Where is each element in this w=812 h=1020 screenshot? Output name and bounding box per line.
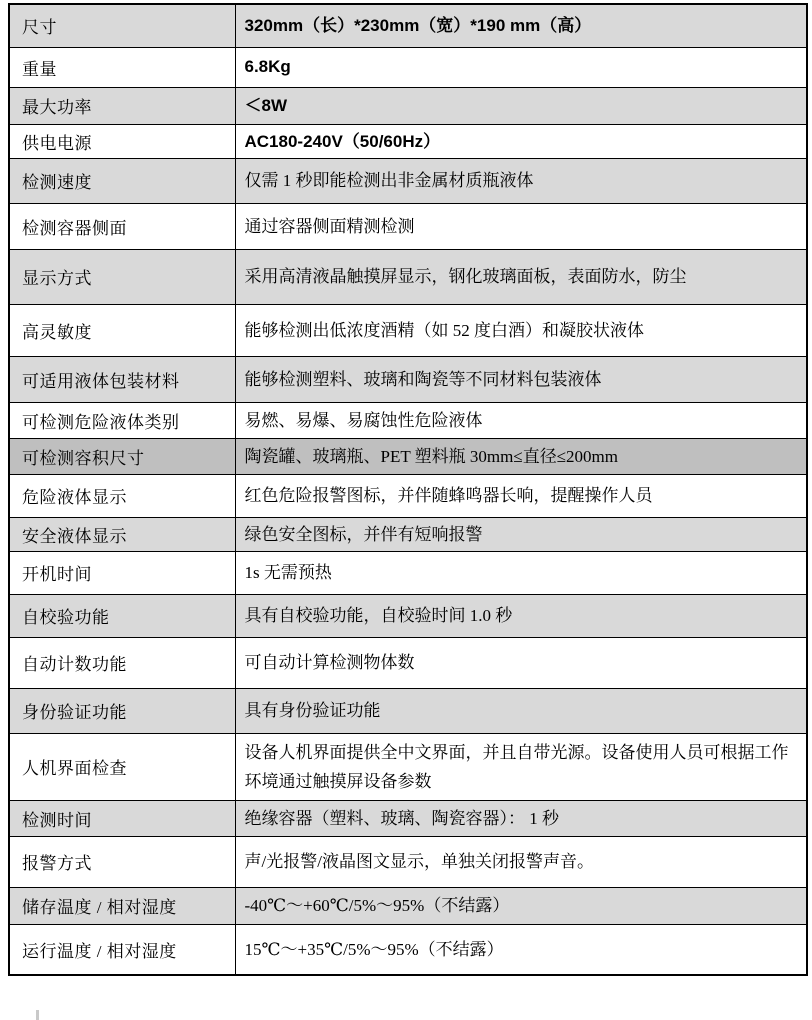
spec-label: 运行温度 / 相对湿度 bbox=[9, 924, 235, 975]
spec-label: 开机时间 bbox=[9, 551, 235, 594]
spec-value: AC180-240V（50/60Hz） bbox=[235, 124, 807, 158]
spec-table bbox=[8, 3, 808, 976]
table-row bbox=[9, 304, 807, 356]
spec-value: 陶瓷罐、玻璃瓶、PET 塑料瓶 30mm≤直径≤200mm bbox=[235, 438, 807, 474]
table-row bbox=[9, 203, 807, 249]
table-row bbox=[9, 438, 807, 474]
spec-label: 检测速度 bbox=[9, 158, 235, 203]
spec-label: 储存温度 / 相对湿度 bbox=[9, 887, 235, 924]
spec-value: 1s 无需预热 bbox=[235, 551, 807, 594]
table-row bbox=[9, 158, 807, 203]
spec-table-body bbox=[9, 4, 807, 975]
spec-label: 尺寸 bbox=[9, 4, 235, 47]
table-row bbox=[9, 836, 807, 887]
spec-label: 检测时间 bbox=[9, 800, 235, 836]
table-row bbox=[9, 800, 807, 836]
table-row bbox=[9, 887, 807, 924]
spec-label: 显示方式 bbox=[9, 249, 235, 304]
spec-value: 具有身份验证功能 bbox=[235, 688, 807, 733]
table-row bbox=[9, 594, 807, 637]
table-row bbox=[9, 551, 807, 594]
spec-value: 易燃、易爆、易腐蚀性危险液体 bbox=[235, 402, 807, 438]
page-artifact bbox=[36, 1010, 39, 1020]
spec-label: 安全液体显示 bbox=[9, 517, 235, 551]
table-row bbox=[9, 356, 807, 402]
spec-value: 采用高清液晶触摸屏显示，钢化玻璃面板，表面防水，防尘 bbox=[235, 249, 807, 304]
spec-label: 自校验功能 bbox=[9, 594, 235, 637]
table-row bbox=[9, 249, 807, 304]
spec-value: 声/光报警/液晶图文显示，单独关闭报警声音。 bbox=[235, 836, 807, 887]
table-row bbox=[9, 4, 807, 47]
spec-value: 能够检测塑料、玻璃和陶瓷等不同材料包装液体 bbox=[235, 356, 807, 402]
spec-value: -40℃～+60℃/5%～95%（不结露） bbox=[235, 887, 807, 924]
spec-value: 绝缘容器（塑料、玻璃、陶瓷容器）： 1 秒 bbox=[235, 800, 807, 836]
table-row bbox=[9, 688, 807, 733]
table-row bbox=[9, 733, 807, 800]
spec-label: 报警方式 bbox=[9, 836, 235, 887]
spec-label: 自动计数功能 bbox=[9, 637, 235, 688]
spec-value: 可自动计算检测物体数 bbox=[235, 637, 807, 688]
spec-value: 仅需 1 秒即能检测出非金属材质瓶液体 bbox=[235, 158, 807, 203]
spec-label: 最大功率 bbox=[9, 87, 235, 124]
spec-label: 可检测容积尺寸 bbox=[9, 438, 235, 474]
table-row bbox=[9, 517, 807, 551]
spec-value: 通过容器侧面精测检测 bbox=[235, 203, 807, 249]
spec-label: 供电电源 bbox=[9, 124, 235, 158]
table-row bbox=[9, 924, 807, 975]
spec-label: 高灵敏度 bbox=[9, 304, 235, 356]
table-row bbox=[9, 87, 807, 124]
spec-value: 6.8Kg bbox=[235, 47, 807, 87]
spec-value: 15℃～+35℃/5%～95%（不结露） bbox=[235, 924, 807, 975]
table-row bbox=[9, 637, 807, 688]
table-row bbox=[9, 474, 807, 517]
spec-value: 绿色安全图标，并伴有短响报警 bbox=[235, 517, 807, 551]
spec-value: 能够检测出低浓度酒精（如 52 度白酒）和凝胶状液体 bbox=[235, 304, 807, 356]
spec-value: 具有自校验功能，自校验时间 1.0 秒 bbox=[235, 594, 807, 637]
spec-value: 320mm（长）*230mm（宽）*190 mm（高） bbox=[235, 4, 807, 47]
spec-label: 危险液体显示 bbox=[9, 474, 235, 517]
table-row bbox=[9, 124, 807, 158]
spec-value: 设备人机界面提供全中文界面，并且自带光源。设备使用人员可根据工作环境通过触摸屏设备参数 bbox=[235, 733, 807, 800]
spec-label: 可适用液体包装材料 bbox=[9, 356, 235, 402]
spec-label: 检测容器侧面 bbox=[9, 203, 235, 249]
spec-value: 红色危险报警图标，并伴随蜂鸣器长响，提醒操作人员 bbox=[235, 474, 807, 517]
table-row bbox=[9, 402, 807, 438]
spec-label: 可检测危险液体类别 bbox=[9, 402, 235, 438]
table-row bbox=[9, 47, 807, 87]
spec-label: 身份验证功能 bbox=[9, 688, 235, 733]
spec-value: ＜8W bbox=[235, 87, 807, 124]
spec-label: 人机界面检查 bbox=[9, 733, 235, 800]
spec-label: 重量 bbox=[9, 47, 235, 87]
